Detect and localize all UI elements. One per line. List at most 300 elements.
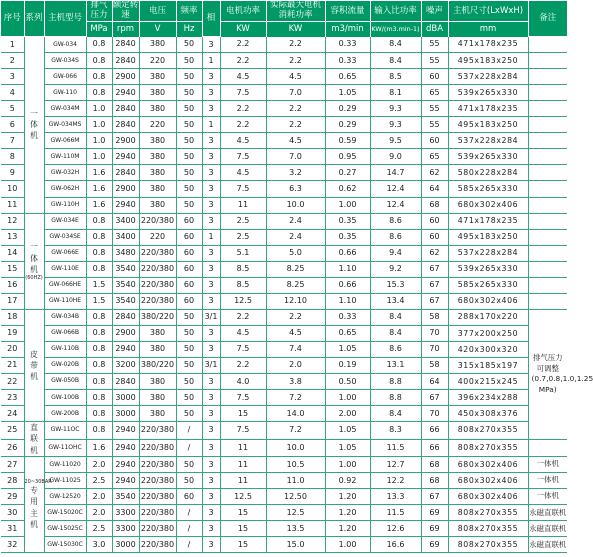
pressure-cell: 0.8 bbox=[86, 69, 112, 85]
voltage-cell: 380 bbox=[139, 133, 176, 149]
pressure-cell: 2.0 bbox=[86, 457, 112, 473]
flow-cell: 1.20 bbox=[325, 505, 370, 521]
speed-cell: 2900 bbox=[112, 133, 139, 149]
frequency-cell: 50 bbox=[176, 37, 202, 53]
frequency-cell: 50 bbox=[176, 69, 202, 85]
flow-cell: 0.65 bbox=[325, 325, 370, 341]
pressure-cell: 1.0 bbox=[86, 149, 112, 165]
flow-cell: 1.05 bbox=[325, 422, 370, 439]
voltage-cell: 380 bbox=[139, 341, 176, 357]
phase-cell: 3 bbox=[202, 505, 220, 521]
specific-power-cell: 9.3 bbox=[370, 117, 421, 133]
table-row bbox=[1, 309, 567, 325]
actual-power-cell: 2.2 bbox=[266, 37, 325, 53]
motor-power-cell: 2.2 bbox=[220, 53, 266, 69]
table-row bbox=[1, 133, 567, 149]
specific-power-cell: 13.3 bbox=[370, 489, 421, 505]
noise-cell: 60 bbox=[421, 69, 448, 85]
motor-power-cell: 4.5 bbox=[220, 165, 266, 181]
remarks-cell bbox=[528, 197, 567, 213]
frequency-cell: 50 bbox=[176, 85, 202, 101]
frequency-cell: 50 bbox=[176, 181, 202, 197]
motor-power-cell: 11 bbox=[220, 473, 266, 489]
frequency-cell: 50 bbox=[176, 149, 202, 165]
table-row bbox=[1, 117, 567, 133]
dimensions-cell: 288x170x220 bbox=[448, 309, 528, 325]
phase-cell: 3 bbox=[202, 197, 220, 213]
flow-cell: 1.20 bbox=[325, 521, 370, 537]
noise-cell: 67 bbox=[421, 293, 448, 309]
motor-power-cell: 4.5 bbox=[220, 133, 266, 149]
header-voltage: 电压 bbox=[139, 1, 176, 21]
voltage-cell: 380 bbox=[139, 390, 176, 406]
noise-cell: 67 bbox=[421, 277, 448, 293]
header-pressure: 排气压力 bbox=[86, 1, 112, 21]
motor-power-cell: 4.0 bbox=[220, 374, 266, 390]
voltage-cell: 380 bbox=[139, 406, 176, 422]
remarks-cell: 排气压力可调整(0.7,0.8,1.0,1.25 MPa) bbox=[528, 309, 567, 439]
phase-cell: 3 bbox=[202, 277, 220, 293]
row-number: 4 bbox=[1, 85, 24, 101]
row-number: 10 bbox=[1, 181, 24, 197]
motor-power-cell: 15 bbox=[220, 505, 266, 521]
flow-cell: 1.00 bbox=[325, 390, 370, 406]
actual-power-cell: 4.5 bbox=[266, 133, 325, 149]
frequency-cell: 50 bbox=[176, 406, 202, 422]
voltage-cell: 220 bbox=[139, 53, 176, 69]
frequency-cell: / bbox=[176, 505, 202, 521]
phase-cell: 3 bbox=[202, 261, 220, 277]
motor-power-cell: 5.1 bbox=[220, 245, 266, 261]
speed-cell: 2940 bbox=[112, 422, 139, 439]
pressure-cell: 0.8 bbox=[86, 213, 112, 229]
row-number: 28 bbox=[1, 473, 24, 489]
motor-power-cell: 2.5 bbox=[220, 213, 266, 229]
voltage-cell: 220/380 bbox=[139, 245, 176, 261]
pressure-cell: 0.8 bbox=[86, 37, 112, 53]
noise-cell: 55 bbox=[421, 37, 448, 53]
header-motor-power: 电机功率 bbox=[220, 1, 266, 21]
phase-cell: 3 bbox=[202, 374, 220, 390]
model-cell: GW-034SE bbox=[44, 229, 86, 245]
model-cell: GW-066HE bbox=[44, 277, 86, 293]
remarks-cell bbox=[528, 37, 567, 53]
row-number: 18 bbox=[1, 309, 24, 325]
speed-cell: 3400 bbox=[112, 213, 139, 229]
model-cell: GW-050B bbox=[44, 374, 86, 390]
noise-cell: 70 bbox=[421, 325, 448, 341]
noise-cell: 68 bbox=[421, 457, 448, 473]
actual-power-cell: 2.0 bbox=[266, 357, 325, 373]
speed-cell: 3480 bbox=[112, 245, 139, 261]
row-number: 11 bbox=[1, 197, 24, 213]
pressure-cell: 0.8 bbox=[86, 341, 112, 357]
motor-power-cell: 8.5 bbox=[220, 261, 266, 277]
flow-cell: 1.00 bbox=[325, 537, 370, 553]
speed-cell: 3300 bbox=[112, 521, 139, 537]
unit-specific-power: KW/(m3.min-1) bbox=[370, 21, 421, 37]
frequency-cell: 50 bbox=[176, 101, 202, 117]
motor-power-cell: 15 bbox=[220, 521, 266, 537]
speed-cell: 2940 bbox=[112, 439, 139, 456]
dimensions-cell: 808x270x355 bbox=[448, 521, 528, 537]
table-row bbox=[1, 197, 567, 213]
row-number: 22 bbox=[1, 374, 24, 390]
unit-flow: m3/min bbox=[325, 21, 370, 37]
model-cell: GW-110H bbox=[44, 197, 86, 213]
table-row bbox=[1, 374, 567, 390]
specific-power-cell: 8.6 bbox=[370, 213, 421, 229]
phase-cell: 3 bbox=[202, 406, 220, 422]
motor-power-cell: 7.5 bbox=[220, 181, 266, 197]
phase-cell: 3 bbox=[202, 213, 220, 229]
series-note: 20~30BAR bbox=[24, 479, 52, 486]
table-row bbox=[1, 521, 567, 537]
phase-cell: 3 bbox=[202, 293, 220, 309]
frequency-cell: 50 bbox=[176, 133, 202, 149]
specific-power-cell: 15.3 bbox=[370, 277, 421, 293]
table-row bbox=[1, 489, 567, 505]
pressure-cell: 0.8 bbox=[86, 357, 112, 373]
row-number: 9 bbox=[1, 165, 24, 181]
phase-cell: 3 bbox=[202, 245, 220, 261]
flow-cell: 0.33 bbox=[325, 53, 370, 69]
phase-cell: 3 bbox=[202, 489, 220, 505]
pressure-cell: 1.6 bbox=[86, 197, 112, 213]
motor-power-cell: 7.5 bbox=[220, 390, 266, 406]
dimensions-cell: 539x265x330 bbox=[448, 261, 528, 277]
table-row bbox=[1, 165, 567, 181]
specific-power-cell: 12.4 bbox=[370, 181, 421, 197]
speed-cell: 3000 bbox=[112, 406, 139, 422]
speed-cell: 2840 bbox=[112, 37, 139, 53]
phase-cell: 3 bbox=[202, 521, 220, 537]
header-dimensions: 主机尺寸(LxWxH) bbox=[448, 1, 528, 21]
flow-cell: 0.35 bbox=[325, 213, 370, 229]
row-number: 8 bbox=[1, 149, 24, 165]
remarks-cell bbox=[528, 101, 567, 117]
pressure-cell: 1.5 bbox=[86, 293, 112, 309]
model-cell: GW-110 bbox=[44, 85, 86, 101]
phase-cell: 3 bbox=[202, 457, 220, 473]
remarks-cell bbox=[528, 213, 567, 229]
model-cell: GW-11020 bbox=[44, 457, 86, 473]
frequency-cell: 60 bbox=[176, 261, 202, 277]
model-cell: GW-066E bbox=[44, 245, 86, 261]
flow-cell: 0.66 bbox=[325, 245, 370, 261]
row-number: 26 bbox=[1, 439, 24, 456]
table-row bbox=[1, 261, 567, 277]
table-row bbox=[1, 37, 567, 53]
dimensions-cell: 808x270x355 bbox=[448, 537, 528, 553]
flow-cell: 1.20 bbox=[325, 489, 370, 505]
table-row bbox=[1, 229, 567, 245]
dimensions-cell: 471x178x235 bbox=[448, 101, 528, 117]
noise-cell: 62 bbox=[421, 245, 448, 261]
phase-cell: 3 bbox=[202, 133, 220, 149]
specific-power-cell: 9.0 bbox=[370, 149, 421, 165]
actual-power-cell: 6.3 bbox=[266, 181, 325, 197]
pressure-cell: 0.8 bbox=[86, 422, 112, 439]
phase-cell: 3/1 bbox=[202, 357, 220, 373]
header-frequency: 频率 bbox=[176, 1, 202, 21]
table-row bbox=[1, 422, 567, 439]
voltage-cell: 380 bbox=[139, 197, 176, 213]
noise-cell: 55 bbox=[421, 117, 448, 133]
voltage-cell: 220/380 bbox=[139, 457, 176, 473]
series-group bbox=[24, 37, 44, 214]
series-char: 主 bbox=[30, 508, 38, 518]
unit-pressure: MPa bbox=[86, 21, 112, 37]
row-number: 14 bbox=[1, 245, 24, 261]
header-flow: 容积流量 bbox=[325, 1, 370, 21]
row-number: 23 bbox=[1, 390, 24, 406]
frequency-cell: 50 bbox=[176, 341, 202, 357]
flow-cell: 1.05 bbox=[325, 85, 370, 101]
specific-power-cell: 9.2 bbox=[370, 261, 421, 277]
speed-cell: 2940 bbox=[112, 457, 139, 473]
flow-cell: 0.29 bbox=[325, 101, 370, 117]
table-row bbox=[1, 277, 567, 293]
actual-power-cell: 7.0 bbox=[266, 85, 325, 101]
phase-cell: 3 bbox=[202, 439, 220, 456]
pressure-cell: 2.5 bbox=[86, 473, 112, 489]
row-number: 17 bbox=[1, 293, 24, 309]
speed-cell: 2940 bbox=[112, 197, 139, 213]
series-char: 机 bbox=[30, 372, 38, 382]
actual-power-cell: 8.25 bbox=[266, 277, 325, 293]
flow-cell: 1.10 bbox=[325, 261, 370, 277]
specific-power-cell: 8.3 bbox=[370, 422, 421, 439]
motor-power-cell: 2.2 bbox=[220, 357, 266, 373]
flow-cell: 1.10 bbox=[325, 293, 370, 309]
phase-cell: 3 bbox=[202, 37, 220, 53]
dimensions-cell: 808x270x355 bbox=[448, 422, 528, 439]
flow-cell: 0.29 bbox=[325, 117, 370, 133]
specific-power-cell: 11.5 bbox=[370, 439, 421, 456]
motor-power-cell: 15 bbox=[220, 406, 266, 422]
pressure-cell: 0.8 bbox=[86, 390, 112, 406]
phase-cell: 1 bbox=[202, 53, 220, 69]
voltage-cell: 380 bbox=[139, 37, 176, 53]
voltage-cell: 220 bbox=[139, 229, 176, 245]
noise-cell: 60 bbox=[421, 133, 448, 149]
frequency-cell: 50 bbox=[176, 53, 202, 69]
flow-cell: 0.65 bbox=[325, 69, 370, 85]
phase-cell: 3 bbox=[202, 341, 220, 357]
row-number: 30 bbox=[1, 505, 24, 521]
speed-cell: 2940 bbox=[112, 341, 139, 357]
dimensions-cell: 400x215x245 bbox=[448, 374, 528, 390]
series-group bbox=[24, 213, 44, 309]
header-speed: 额定转速 bbox=[112, 0, 139, 20]
pressure-cell: 0.8 bbox=[86, 406, 112, 422]
pressure-cell: 0.8 bbox=[86, 261, 112, 277]
voltage-cell: 220/380 bbox=[139, 537, 176, 553]
actual-power-cell: 12.10 bbox=[266, 293, 325, 309]
actual-power-cell: 15.0 bbox=[266, 537, 325, 553]
row-number: 15 bbox=[1, 261, 24, 277]
specific-power-cell: 8.1 bbox=[370, 85, 421, 101]
remarks-cell bbox=[528, 85, 567, 101]
row-number: 1 bbox=[1, 37, 24, 53]
voltage-cell: 220/380 bbox=[139, 213, 176, 229]
pressure-cell: 1.0 bbox=[86, 117, 112, 133]
motor-power-cell: 11 bbox=[220, 197, 266, 213]
frequency-cell: / bbox=[176, 422, 202, 439]
pressure-cell: 1.0 bbox=[86, 133, 112, 149]
specific-power-cell: 8.4 bbox=[370, 37, 421, 53]
phase-cell: 3 bbox=[202, 69, 220, 85]
actual-power-cell: 2.2 bbox=[266, 309, 325, 325]
specific-power-cell: 12.7 bbox=[370, 457, 421, 473]
row-number: 2 bbox=[1, 53, 24, 69]
noise-cell: 66 bbox=[421, 422, 448, 439]
noise-cell: 65 bbox=[421, 149, 448, 165]
flow-cell: 1.05 bbox=[325, 341, 370, 357]
specific-power-cell: 8.4 bbox=[370, 309, 421, 325]
frequency-cell: 50 bbox=[176, 309, 202, 325]
unit-actual-power: KW bbox=[266, 21, 325, 37]
header-phase: 相 bbox=[202, 1, 220, 37]
model-cell: GW-11OC bbox=[44, 422, 86, 439]
pressure-cell: 0.8 bbox=[86, 53, 112, 69]
remarks-cell bbox=[528, 293, 567, 309]
noise-cell: 60 bbox=[421, 229, 448, 245]
voltage-cell: 220/380 bbox=[139, 293, 176, 309]
model-cell: GW-034M bbox=[44, 101, 86, 117]
model-cell: GW-034 bbox=[44, 37, 86, 53]
voltage-cell: 220/380 bbox=[139, 439, 176, 456]
voltage-cell: 220/380 bbox=[139, 261, 176, 277]
table-row bbox=[1, 53, 567, 69]
model-cell: GW-11OHC bbox=[44, 439, 86, 456]
voltage-cell: 380 bbox=[139, 85, 176, 101]
speed-cell: 2840 bbox=[112, 309, 139, 325]
row-number: 12 bbox=[1, 213, 24, 229]
model-cell: GW-200B bbox=[44, 406, 86, 422]
table-row bbox=[1, 390, 567, 406]
frequency-cell: / bbox=[176, 439, 202, 456]
phase-cell: 3 bbox=[202, 165, 220, 181]
series-group bbox=[24, 422, 44, 457]
actual-power-cell: 7.4 bbox=[266, 341, 325, 357]
voltage-cell: 220/380 bbox=[139, 277, 176, 293]
specific-power-cell: 13.4 bbox=[370, 293, 421, 309]
dimensions-cell: 808x270x355 bbox=[448, 505, 528, 521]
row-number: 20 bbox=[1, 341, 24, 357]
table-row bbox=[1, 457, 567, 473]
motor-power-cell: 7.5 bbox=[220, 149, 266, 165]
model-cell: GW-100B bbox=[44, 390, 86, 406]
table-row bbox=[1, 149, 567, 165]
table-row bbox=[1, 213, 567, 229]
specific-power-cell: 16.6 bbox=[370, 537, 421, 553]
remarks-cell bbox=[528, 149, 567, 165]
voltage-cell: 380 bbox=[139, 374, 176, 390]
voltage-cell: 380/220 bbox=[139, 357, 176, 373]
remarks-cell bbox=[528, 245, 567, 261]
motor-power-cell: 2.2 bbox=[220, 117, 266, 133]
frequency-cell: 50 bbox=[176, 357, 202, 373]
actual-power-cell: 2.4 bbox=[266, 213, 325, 229]
model-cell: GW-11025 bbox=[44, 473, 86, 489]
model-cell: GW-032H bbox=[44, 165, 86, 181]
table-row bbox=[1, 69, 567, 85]
speed-cell: 2840 bbox=[112, 117, 139, 133]
actual-power-cell: 7.2 bbox=[266, 390, 325, 406]
actual-power-cell: 8.25 bbox=[266, 261, 325, 277]
flow-cell: 2.00 bbox=[325, 406, 370, 422]
series-char: 机 bbox=[30, 131, 38, 141]
noise-cell: 67 bbox=[421, 261, 448, 277]
noise-cell: 55 bbox=[421, 101, 448, 117]
motor-power-cell: 2.2 bbox=[220, 309, 266, 325]
dimensions-cell: 377x200x250 bbox=[448, 325, 528, 341]
model-cell: GW-066M bbox=[44, 133, 86, 149]
phase-cell: 3 bbox=[202, 422, 220, 439]
voltage-cell: 220/380 bbox=[139, 422, 176, 439]
row-number: 32 bbox=[1, 537, 24, 553]
unit-motor-power: KW bbox=[220, 21, 266, 37]
table-row bbox=[1, 101, 567, 117]
speed-cell: 3540 bbox=[112, 261, 139, 277]
dimensions-cell: 315x185x197 bbox=[448, 357, 528, 373]
specific-power-cell: 8.6 bbox=[370, 341, 421, 357]
actual-power-cell: 13.5 bbox=[266, 521, 325, 537]
voltage-cell: 380 bbox=[139, 181, 176, 197]
voltage-cell: 220 bbox=[139, 117, 176, 133]
pressure-cell: 1.6 bbox=[86, 181, 112, 197]
dimensions-cell: 495x183x250 bbox=[448, 229, 528, 245]
phase-cell: 3 bbox=[202, 181, 220, 197]
noise-cell: 62 bbox=[421, 165, 448, 181]
row-number: 21 bbox=[1, 357, 24, 373]
model-cell: GW-15025C bbox=[44, 521, 86, 537]
remarks-cell bbox=[528, 229, 567, 245]
specific-power-cell: 12.6 bbox=[370, 521, 421, 537]
remarks-cell: 永磁直联机 bbox=[528, 505, 567, 521]
voltage-cell: 380 bbox=[139, 325, 176, 341]
series-char: 一 bbox=[30, 108, 38, 118]
remarks-cell bbox=[528, 53, 567, 69]
remarks-cell: 永磁直联机 bbox=[528, 537, 567, 553]
frequency-cell: 50 bbox=[176, 325, 202, 341]
remarks-cell bbox=[528, 439, 567, 456]
frequency-cell: 50 bbox=[176, 374, 202, 390]
pressure-cell: 1.6 bbox=[86, 165, 112, 181]
table-row bbox=[1, 293, 567, 309]
series-char: 一 bbox=[30, 242, 38, 252]
motor-power-cell: 7.5 bbox=[220, 422, 266, 439]
series-char: 机 bbox=[30, 519, 38, 529]
noise-cell: 69 bbox=[421, 521, 448, 537]
table-row bbox=[1, 537, 567, 553]
phase-cell: 1 bbox=[202, 117, 220, 133]
noise-cell: 55 bbox=[421, 53, 448, 69]
speed-cell: 3540 bbox=[112, 277, 139, 293]
flow-cell: 0.66 bbox=[325, 277, 370, 293]
dimensions-cell: 808x270x355 bbox=[448, 439, 528, 456]
voltage-cell: 380 bbox=[139, 69, 176, 85]
flow-cell: 0.19 bbox=[325, 357, 370, 373]
model-cell: GW-110B bbox=[44, 341, 86, 357]
model-cell: GW-066B bbox=[44, 325, 86, 341]
header-series: 系列 bbox=[24, 1, 44, 37]
specific-power-cell: 13.1 bbox=[370, 357, 421, 373]
series-group bbox=[24, 457, 52, 553]
series-char: 体 bbox=[30, 120, 38, 130]
